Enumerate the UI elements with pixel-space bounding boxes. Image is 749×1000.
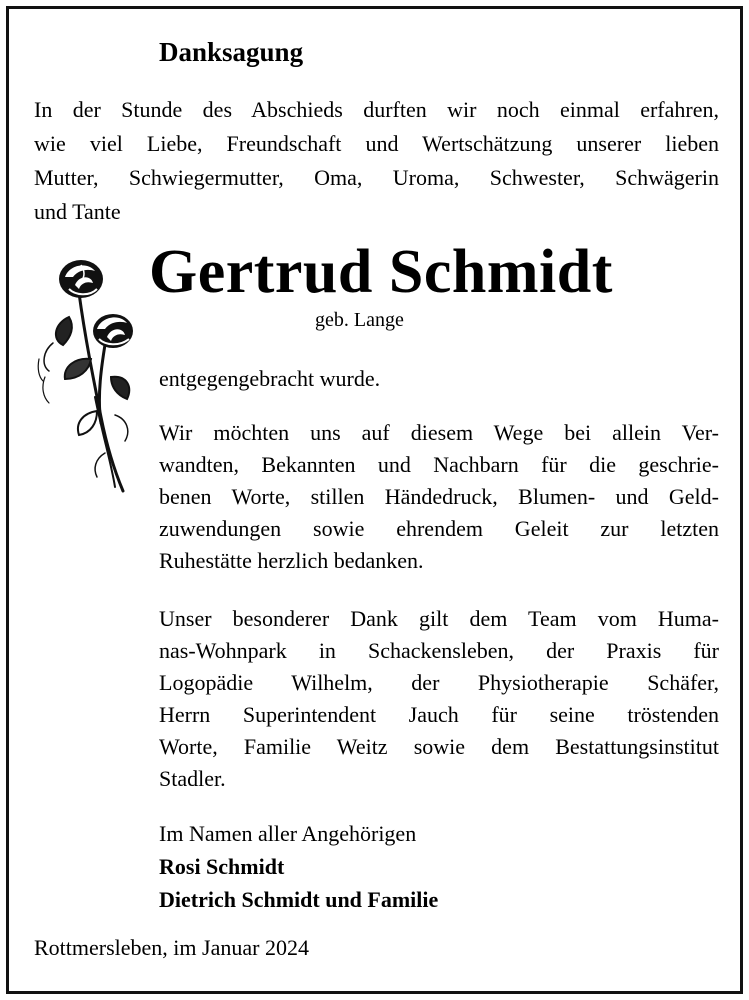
special-thanks-line: Unser besonderer Dank gilt dem Team vom Huma- — [159, 606, 719, 631]
rose-icon — [35, 247, 135, 495]
deceased-name: Gertrud Schmidt — [149, 238, 613, 306]
signature-name: Rosi Schmidt — [159, 854, 285, 879]
signature-block — [159, 817, 438, 916]
thanks-line: Ruhestätte herzlich bedanken. — [159, 548, 424, 573]
intro-paragraph — [34, 93, 719, 229]
special-thanks-line: Stadler. — [159, 766, 226, 791]
notice-title: Danksagung — [159, 37, 304, 67]
signature-name: Dietrich Schmidt und Familie — [159, 887, 439, 912]
thanks-line: benen Worte, stillen Händedruck, Blumen- und Geld- — [159, 484, 719, 509]
thanks-line: Wir möchten uns auf diesem Wege bei allein Ver- — [159, 420, 719, 445]
special-thanks-line: Logopädie Wilhelm, der Physiotherapie Schäfer, — [159, 670, 719, 695]
thanks-line: zuwendungen sowie ehrendem Geleit zur letzten — [159, 516, 719, 541]
received-line: entgegengebracht wurde. — [159, 366, 381, 391]
thanks-line: wandten, Bekannten und Nachbarn für die geschrie- — [159, 452, 719, 477]
special-thanks-paragraph — [159, 603, 719, 795]
obituary-notice — [6, 6, 743, 994]
intro-line: wie viel Liebe, Freundschaft und Wertschätzung unserer lieben — [34, 131, 719, 156]
special-thanks-line: nas-Wohnpark in Schackensleben, der Praxis für — [159, 638, 719, 663]
special-thanks-line: Herrn Superintendent Jauch für seine tröstenden — [159, 702, 719, 727]
signature-intro: Im Namen aller Angehörigen — [159, 821, 417, 846]
special-thanks-line: Worte, Familie Weitz sowie dem Bestattungsinstitut — [159, 734, 719, 759]
thanks-paragraph — [159, 417, 719, 577]
place-date: Rottmersleben, im Januar 2024 — [34, 935, 309, 960]
maiden-name: geb. Lange — [315, 309, 404, 331]
intro-line: und Tante — [34, 199, 121, 224]
intro-line: Mutter, Schwiegermutter, Oma, Uroma, Schwester, Schwägerin — [34, 165, 719, 190]
intro-line: In der Stunde des Abschieds durften wir noch einmal erfahren, — [34, 97, 719, 122]
